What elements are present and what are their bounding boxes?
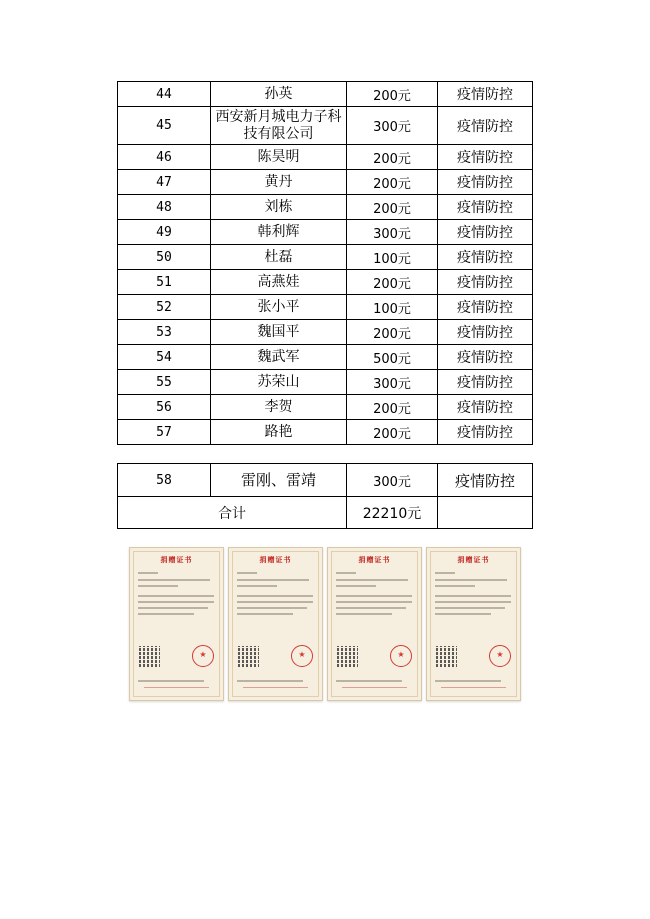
donor-name: 李贺 [211, 395, 347, 420]
donation-purpose: 疫情防控 [438, 420, 533, 445]
text-line [336, 579, 408, 581]
donor-name: 陈昊明 [211, 145, 347, 170]
red-seal-icon [390, 645, 412, 667]
text-line [435, 680, 501, 682]
text-line [138, 680, 204, 682]
row-number: 57 [118, 420, 211, 445]
donation-purpose: 疫情防控 [438, 145, 533, 170]
donor-name: 韩利辉 [211, 220, 347, 245]
text-line [237, 595, 313, 597]
qr-code-icon [238, 646, 259, 667]
donation-certificate [129, 547, 224, 701]
donor-name: 杜磊 [211, 245, 347, 270]
donation-amount: 300元 [347, 107, 438, 145]
text-line [237, 613, 293, 615]
text-line [138, 613, 194, 615]
row-number: 48 [118, 195, 211, 220]
donation-purpose: 疫情防控 [438, 345, 533, 370]
donor-name: 西安新月城电力子科技有限公司 [211, 107, 347, 145]
table-row [118, 320, 533, 345]
donation-purpose: 疫情防控 [438, 245, 533, 270]
red-seal-icon [192, 645, 214, 667]
text-line [435, 607, 505, 609]
row-number: 49 [118, 220, 211, 245]
certificate-title: 捐赠证书 [457, 556, 490, 564]
footer-line [342, 687, 407, 688]
row-number: 52 [118, 295, 211, 320]
donation-purpose: 疫情防控 [438, 170, 533, 195]
donation-amount: 300元 [347, 220, 438, 245]
row-number: 56 [118, 395, 211, 420]
text-line [435, 572, 455, 574]
table-row [118, 420, 533, 445]
text-line [336, 613, 392, 615]
total-label: 合计 [118, 497, 347, 529]
donation-amount: 200元 [347, 320, 438, 345]
text-line [237, 585, 277, 587]
donor-name: 路艳 [211, 420, 347, 445]
donation-amount: 100元 [347, 295, 438, 320]
donation-certificate [426, 547, 521, 701]
donor-name: 高燕娃 [211, 270, 347, 295]
text-line [138, 607, 208, 609]
donation-purpose: 疫情防控 [438, 320, 533, 345]
text-line [336, 680, 402, 682]
row-number: 55 [118, 370, 211, 395]
donor-name: 苏荣山 [211, 370, 347, 395]
row-number: 44 [118, 82, 211, 107]
donation-certificate [228, 547, 323, 701]
red-seal-icon [489, 645, 511, 667]
text-line [138, 601, 214, 603]
text-line [237, 607, 307, 609]
footer-line [243, 687, 308, 688]
table-row [118, 345, 533, 370]
text-line [336, 572, 356, 574]
footer-line [144, 687, 209, 688]
text-line [435, 579, 507, 581]
red-seal-icon [291, 645, 313, 667]
text-line [237, 579, 309, 581]
qr-code-icon [139, 646, 160, 667]
text-line [237, 601, 313, 603]
donation-purpose: 疫情防控 [438, 107, 533, 145]
qr-code-icon [436, 646, 457, 667]
donation-amount: 300元 [347, 464, 438, 497]
donation-amount: 200元 [347, 420, 438, 445]
donor-name: 黄丹 [211, 170, 347, 195]
text-line [138, 579, 210, 581]
donation-amount: 200元 [347, 82, 438, 107]
donation-purpose: 疫情防控 [438, 464, 533, 497]
donation-table-continued [117, 463, 533, 529]
row-number: 53 [118, 320, 211, 345]
table-row [118, 145, 533, 170]
footer-line [441, 687, 506, 688]
table-row [118, 82, 533, 107]
table-row [118, 107, 533, 145]
text-line [336, 601, 412, 603]
row-number: 50 [118, 245, 211, 270]
donor-name: 魏武军 [211, 345, 347, 370]
table-row [118, 370, 533, 395]
text-line [336, 595, 412, 597]
table-row [118, 395, 533, 420]
certificate-title: 捐赠证书 [160, 556, 193, 564]
donor-name: 张小平 [211, 295, 347, 320]
row-number: 47 [118, 170, 211, 195]
text-line [435, 601, 511, 603]
donation-amount: 200元 [347, 270, 438, 295]
donation-purpose: 疫情防控 [438, 395, 533, 420]
donation-amount: 300元 [347, 370, 438, 395]
text-line [336, 585, 376, 587]
row-number: 45 [118, 107, 211, 145]
donation-amount: 200元 [347, 395, 438, 420]
total-row [118, 497, 533, 529]
text-line [435, 613, 491, 615]
donation-certificate [327, 547, 422, 701]
table-row [118, 464, 533, 497]
row-number: 51 [118, 270, 211, 295]
donation-purpose: 疫情防控 [438, 195, 533, 220]
table-row [118, 245, 533, 270]
certificate-title: 捐赠证书 [259, 556, 292, 564]
text-line [336, 607, 406, 609]
table-row [118, 195, 533, 220]
table-row [118, 295, 533, 320]
donation-purpose: 疫情防控 [438, 270, 533, 295]
row-number: 54 [118, 345, 211, 370]
donation-amount: 200元 [347, 145, 438, 170]
donation-purpose: 疫情防控 [438, 220, 533, 245]
text-line [237, 572, 257, 574]
row-number: 46 [118, 145, 211, 170]
row-number: 58 [118, 464, 211, 497]
text-line [138, 585, 178, 587]
donation-amount: 200元 [347, 195, 438, 220]
text-line [138, 595, 214, 597]
donor-name: 孙英 [211, 82, 347, 107]
table-row [118, 170, 533, 195]
donor-name: 魏国平 [211, 320, 347, 345]
donation-purpose: 疫情防控 [438, 370, 533, 395]
donation-certificates [129, 547, 521, 701]
certificate-title: 捐赠证书 [358, 556, 391, 564]
table-row [118, 220, 533, 245]
donation-purpose: 疫情防控 [438, 82, 533, 107]
qr-code-icon [337, 646, 358, 667]
text-line [237, 680, 303, 682]
donor-name: 雷刚、雷靖 [211, 464, 347, 497]
donation-amount: 100元 [347, 245, 438, 270]
total-empty-cell [438, 497, 533, 529]
donation-amount: 200元 [347, 170, 438, 195]
text-line [435, 585, 475, 587]
donation-table [117, 81, 533, 445]
donation-purpose: 疫情防控 [438, 295, 533, 320]
donation-amount: 500元 [347, 345, 438, 370]
text-line [435, 595, 511, 597]
text-line [138, 572, 158, 574]
total-amount: 22210元 [347, 497, 438, 529]
donor-name: 刘栋 [211, 195, 347, 220]
table-row [118, 270, 533, 295]
